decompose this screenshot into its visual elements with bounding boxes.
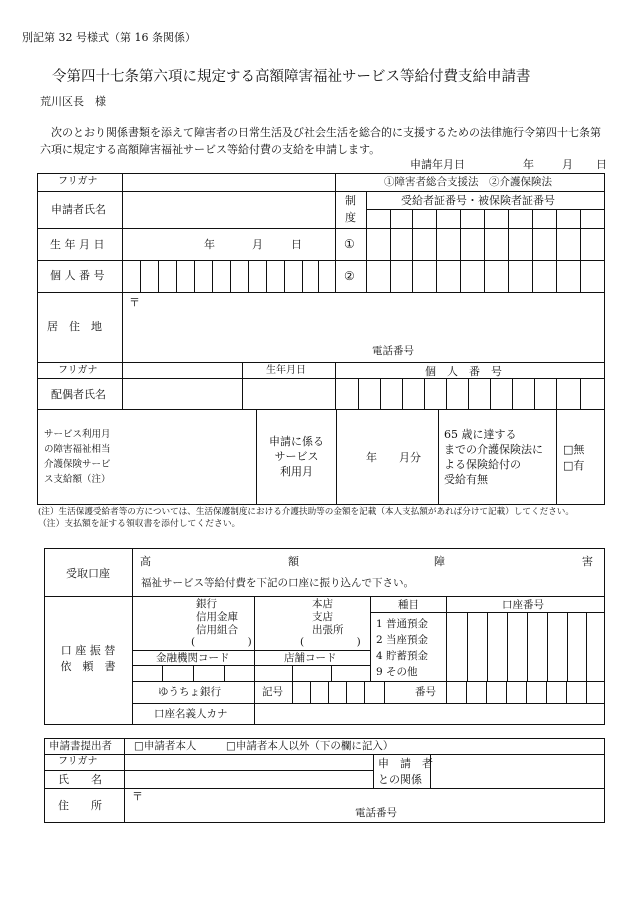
birth-month[interactable]: 月 xyxy=(252,238,263,251)
submitter-furigana-label: フリガナ xyxy=(58,756,98,767)
seido-label-2: 度 xyxy=(345,211,356,224)
form-id: 別記第 32 号様式（第 16 条関係） xyxy=(22,31,196,44)
service-amount-label: サービス利用月 の障害福祉相当 介護保険サービ ス支給額（注） xyxy=(44,429,111,485)
mynumber-label: 個 人 番 号 xyxy=(50,269,105,282)
kigo-label: 記号 xyxy=(262,686,283,698)
submitter-address-label: 住 所 xyxy=(58,799,102,812)
circle-1: ① xyxy=(344,237,355,251)
date-day[interactable]: 日 xyxy=(596,158,607,171)
date-year[interactable]: 年 xyxy=(523,158,534,171)
branch-code-label: 店舗コード xyxy=(284,652,337,664)
submitter-postal-mark: 〒 xyxy=(132,790,143,803)
spouse-name-label: 配偶者氏名 xyxy=(51,388,106,401)
phone-label: 電話番号 xyxy=(372,345,414,357)
branch-type-list: 本店 支店 出張所 xyxy=(312,598,344,636)
systems-label: ①障害者総合支援法 ②介護保険法 xyxy=(384,176,552,188)
account-kind-label: 種目 xyxy=(398,599,419,611)
submitter-label: 申請書提出者 xyxy=(49,740,112,752)
transfer-gai: 害 xyxy=(582,555,593,568)
note-2: （注）支払額を証する領収書を添付してください。 xyxy=(38,519,241,529)
bank-type-list: 銀行 信用金庫 信用組合 xyxy=(196,598,238,636)
receive-account-label: 受取口座 xyxy=(66,567,110,580)
postal-mark: 〒 xyxy=(129,296,140,309)
note-1: (注）生活保護受給者等の方については、生活保護制度における介護扶助等の金額を記載（本人支払額があれば分けて記載）してください。 xyxy=(38,507,574,517)
account-number-label: 口座番号 xyxy=(502,599,544,611)
spouse-furigana-label: フリガナ xyxy=(58,365,98,376)
seido-label-1: 制 xyxy=(345,194,356,207)
transfer-request-label: 口 座 振 替 依 頼 書 xyxy=(60,644,116,673)
transfer-shou: 障 xyxy=(434,555,445,568)
bank-code-label: 金融機関コード xyxy=(156,652,230,664)
transfer-text: 福祉サービス等給付費を下記の口座に振り込んで下さい。 xyxy=(141,577,414,589)
submitter-self-checkbox[interactable]: □申請者本人 xyxy=(134,740,197,752)
service-month-label: 申請に係る サービス 利用月 xyxy=(269,435,324,478)
page-title: 令第四十七条第六項に規定する高額障害福祉サービス等給付費支給申請書 xyxy=(52,69,531,85)
age65-label: 65 歳に達する までの介護保険法に よる保険給付の 受給有無 xyxy=(444,428,543,486)
bangou-label: 番号 xyxy=(415,686,436,698)
date-label: 申請年月日 xyxy=(410,158,465,171)
spouse-mynumber-label: 個 人 番 号 xyxy=(425,365,502,378)
account-holder-label: 口座名義人カナ xyxy=(154,708,228,720)
transfer-gaku: 額 xyxy=(288,555,299,568)
addressee: 荒川区長 様 xyxy=(40,95,106,108)
submitter-other-checkbox[interactable]: □申請者本人以外（下の欄に記入） xyxy=(226,740,394,752)
transfer-high: 高 xyxy=(140,555,151,568)
cert-number-label: 受給者証番号・被保険者証番号 xyxy=(401,194,555,207)
date-month[interactable]: 月 xyxy=(562,158,573,171)
bank-type-paren: ( ) xyxy=(191,636,252,648)
applicant-name-input[interactable] xyxy=(123,192,334,227)
age65-have-checkbox[interactable]: □有 xyxy=(563,459,585,472)
relation-label-1: 申 請 者 xyxy=(378,757,433,770)
yucho-label: ゆうちょ銀行 xyxy=(158,686,221,698)
applicant-name-label: 申請者氏名 xyxy=(51,203,106,216)
age65-none-checkbox[interactable]: □無 xyxy=(563,443,585,456)
branch-type-paren: ( ) xyxy=(300,636,361,648)
submitter-phone-label: 電話番号 xyxy=(355,807,397,819)
birth-day[interactable]: 日 xyxy=(291,238,302,251)
birth-label: 生 年 月 日 xyxy=(50,238,105,251)
intro-text: 次のとおり関係書類を添えて障害者の日常生活及び社会生活を総合的に支援するための法律施行令第四十七条第六項に規定する高額障害福祉サービス等給付費の支給を申請します。 xyxy=(40,126,601,156)
birth-year[interactable]: 年 xyxy=(204,238,215,251)
address-label: 居 住 地 xyxy=(47,320,102,333)
service-year-month[interactable]: 年 月分 xyxy=(366,451,421,464)
applicant-furigana-label: フリガナ xyxy=(58,176,98,187)
submitter-name-label: 氏 名 xyxy=(58,773,102,786)
account-kind-options[interactable]: 1 普通預金 2 当座預金 4 貯蓄預金 9 その他 xyxy=(376,618,429,678)
spouse-birth-label: 生年月日 xyxy=(266,365,306,376)
circle-2: ② xyxy=(344,269,355,283)
relation-label-2: との関係 xyxy=(378,773,422,786)
